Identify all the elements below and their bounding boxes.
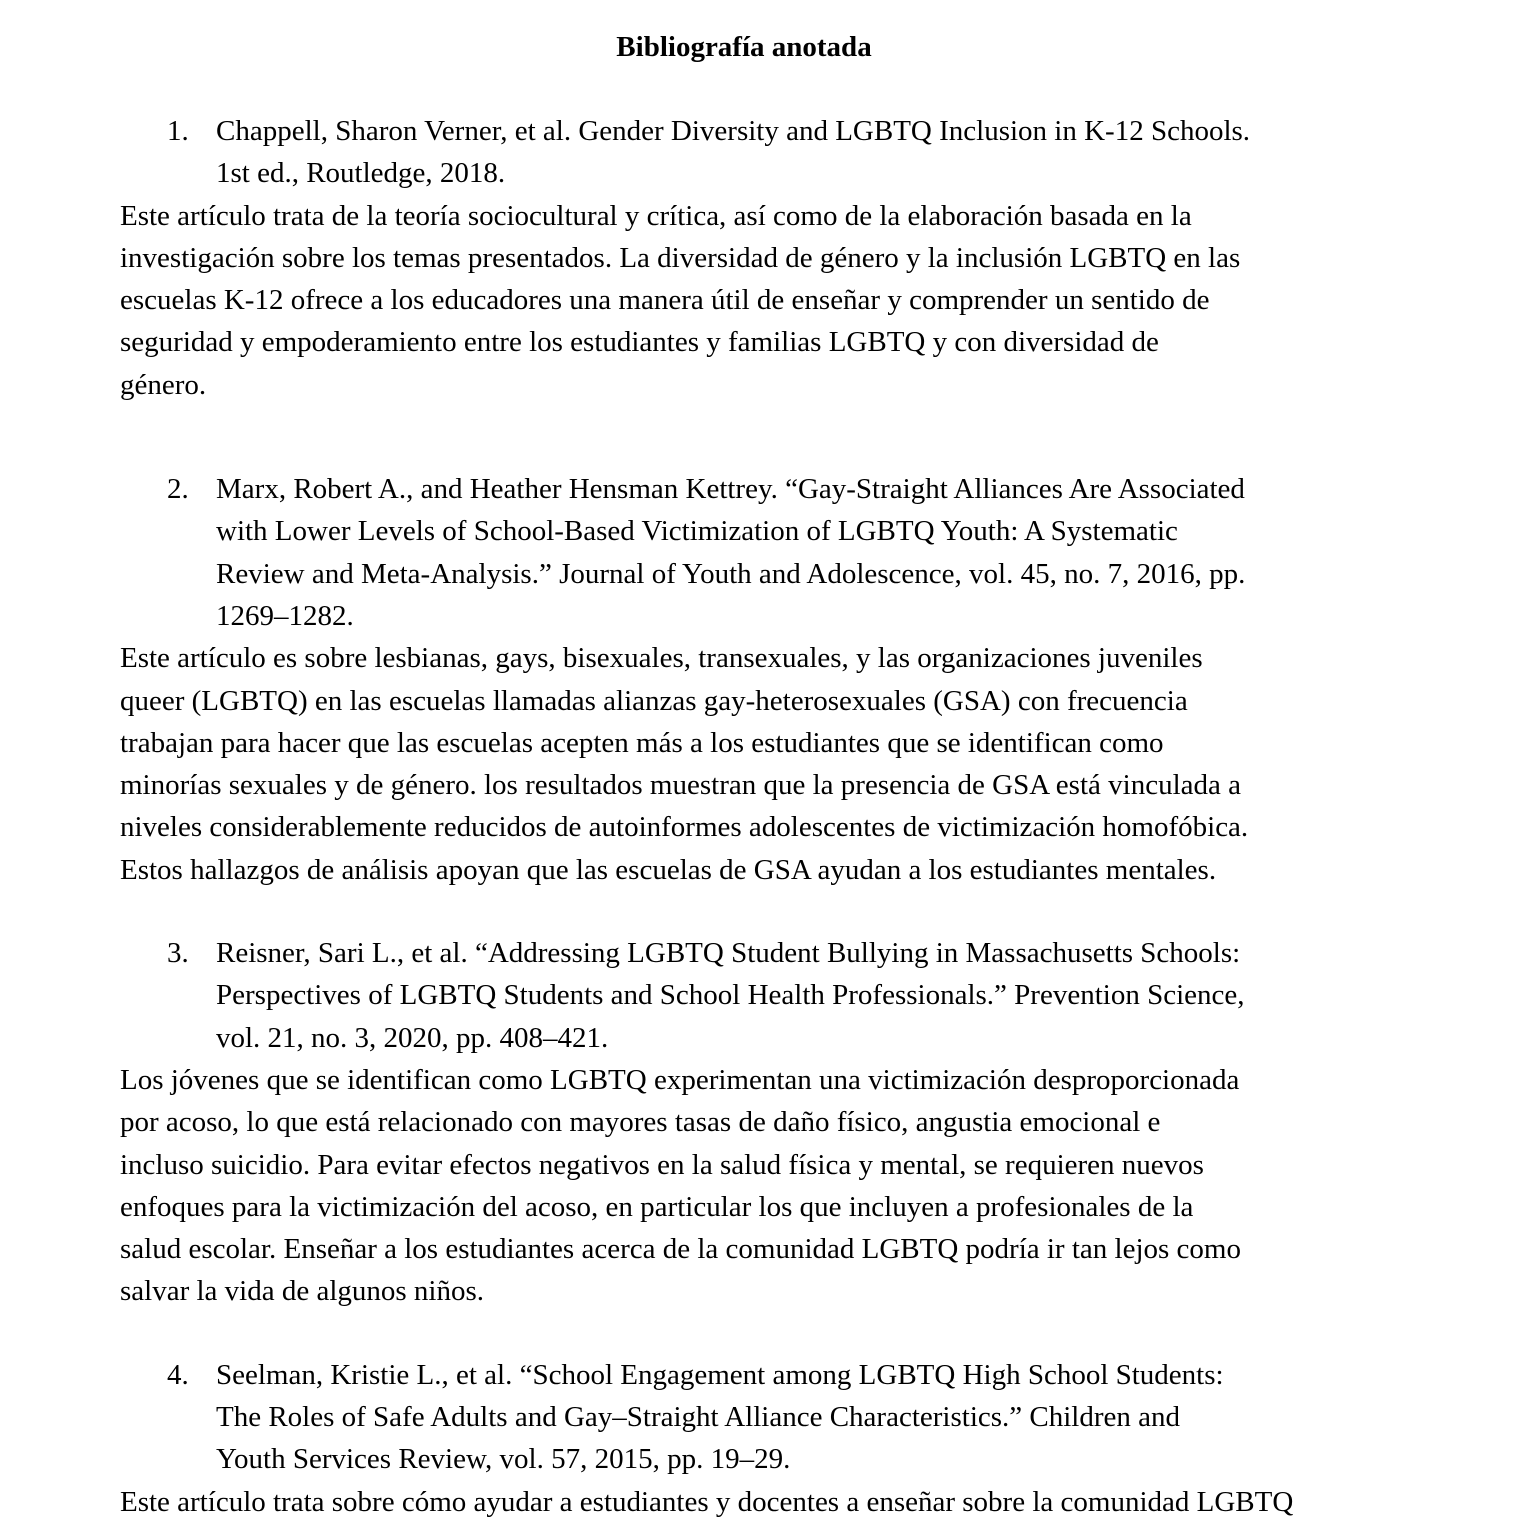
citation-line: Seelman, Kristie L., et al. “School Engagement among LGBTQ High School Students: xyxy=(216,1358,1224,1391)
annotation-line: salud escolar. Enseñar a los estudiantes acerca de la comunidad LGBTQ podría ir tan lejos como xyxy=(120,1233,1241,1266)
bibliography-list xyxy=(120,110,1380,1523)
entry-number: 3. xyxy=(167,937,189,970)
annotation-line: niveles considerablemente reducidos de autoinformes adolescentes de victimización homofóbica. xyxy=(120,811,1249,844)
annotation-line: Los jóvenes que se identifican como LGBTQ experimentan una victimización desproporcionada xyxy=(120,1063,1240,1096)
page-title: Bibliografía anotada xyxy=(616,31,872,63)
annotation-line: queer (LGBTQ) en las escuelas llamadas alianzas gay-heterosexuales (GSA) con frecuencia xyxy=(120,684,1188,717)
bibliography-entry-1 xyxy=(120,110,1380,406)
entry-number: 4. xyxy=(167,1358,189,1391)
citation-line: Youth Services Review, vol. 57, 2015, pp. 19–29. xyxy=(216,1443,791,1476)
citation-line: 1269–1282. xyxy=(216,599,354,632)
annotation xyxy=(120,195,1380,406)
bibliography-entry-3 xyxy=(120,932,1380,1313)
annotation-line: Este artículo trata sobre cómo ayudar a estudiantes y docentes a enseñar sobre la comunidad LGBTQ xyxy=(120,1485,1294,1518)
annotation-line: por acoso, lo que está relacionado con mayores tasas de daño físico, angustia emocional e xyxy=(120,1106,1161,1139)
citation-line: Review and Meta-Analysis.” Journal of Youth and Adolescence, vol. 45, no. 7, 2016, pp. xyxy=(216,557,1246,590)
citation-line: Chappell, Sharon Verner, et al. Gender Diversity and LGBTQ Inclusion in K-12 Schools. xyxy=(216,115,1251,147)
annotation xyxy=(120,1059,1380,1313)
annotation-line: trabajan para hacer que las escuelas acepten más a los estudiantes que se identifican como xyxy=(120,726,1164,759)
annotation xyxy=(120,1481,1380,1523)
annotation-line: investigación sobre los temas presentados. La diversidad de género y la inclusión LGBTQ en las xyxy=(120,241,1241,274)
annotation-line: seguridad y empoderamiento entre los estudiantes y familias LGBTQ y con diversidad de xyxy=(120,326,1159,359)
annotation-line: Estos hallazgos de análisis apoyan que las escuelas de GSA ayudan a los estudiantes mentales. xyxy=(120,853,1217,886)
citation xyxy=(120,1354,1380,1481)
annotation-line: género. xyxy=(120,368,207,401)
citation-line: Marx, Robert A., and Heather Hensman Kettrey. “Gay-Straight Alliances Are Associated xyxy=(216,473,1245,506)
annotation-line: incluso suicidio. Para evitar efectos negativos en la salud física y mental, se requieren nuevos xyxy=(120,1148,1204,1181)
bibliography-entry-2 xyxy=(120,468,1380,891)
spacer xyxy=(120,406,1380,468)
annotation-line: escuelas K-12 ofrece a los educadores una manera útil de enseñar y comprender un sentido de xyxy=(120,284,1210,317)
annotation-line: Este artículo trata de la teoría sociocultural y crítica, así como de la elaboración basada en la xyxy=(120,199,1192,232)
entry-number: 2. xyxy=(167,473,189,506)
annotation-line: salvar la vida de algunos niños. xyxy=(120,1275,485,1308)
citation-line: The Roles of Safe Adults and Gay–Straight Alliance Characteristics.” Children and xyxy=(216,1401,1181,1434)
citation-line: with Lower Levels of School-Based Victimization of LGBTQ Youth: A Systematic xyxy=(216,515,1178,548)
citation-line: Perspectives of LGBTQ Students and School Health Professionals.” Prevention Science, xyxy=(216,979,1245,1012)
annotation-line: Este artículo es sobre lesbianas, gays, bisexuales, transexuales, y las organizaciones juveniles xyxy=(120,642,1203,675)
annotation xyxy=(120,637,1380,891)
spacer xyxy=(120,1313,1380,1354)
spacer xyxy=(120,891,1380,932)
citation-line: 1st ed., Routledge, 2018. xyxy=(216,157,506,190)
citation xyxy=(120,932,1380,1059)
citation-line: Reisner, Sari L., et al. “Addressing LGBTQ Student Bullying in Massachusetts Schools: xyxy=(216,937,1241,970)
citation xyxy=(120,110,1380,195)
citation xyxy=(120,468,1380,637)
annotation-line: enfoques para la victimización del acoso, en particular los que incluyen a profesionales de la xyxy=(120,1190,1194,1223)
citation-line: vol. 21, no. 3, 2020, pp. 408–421. xyxy=(216,1021,609,1054)
entry-number: 1. xyxy=(167,115,189,147)
annotation-line: minorías sexuales y de género. los resultados muestran que la presencia de GSA está vinculada a xyxy=(120,769,1241,802)
bibliography-entry-4 xyxy=(120,1354,1380,1523)
